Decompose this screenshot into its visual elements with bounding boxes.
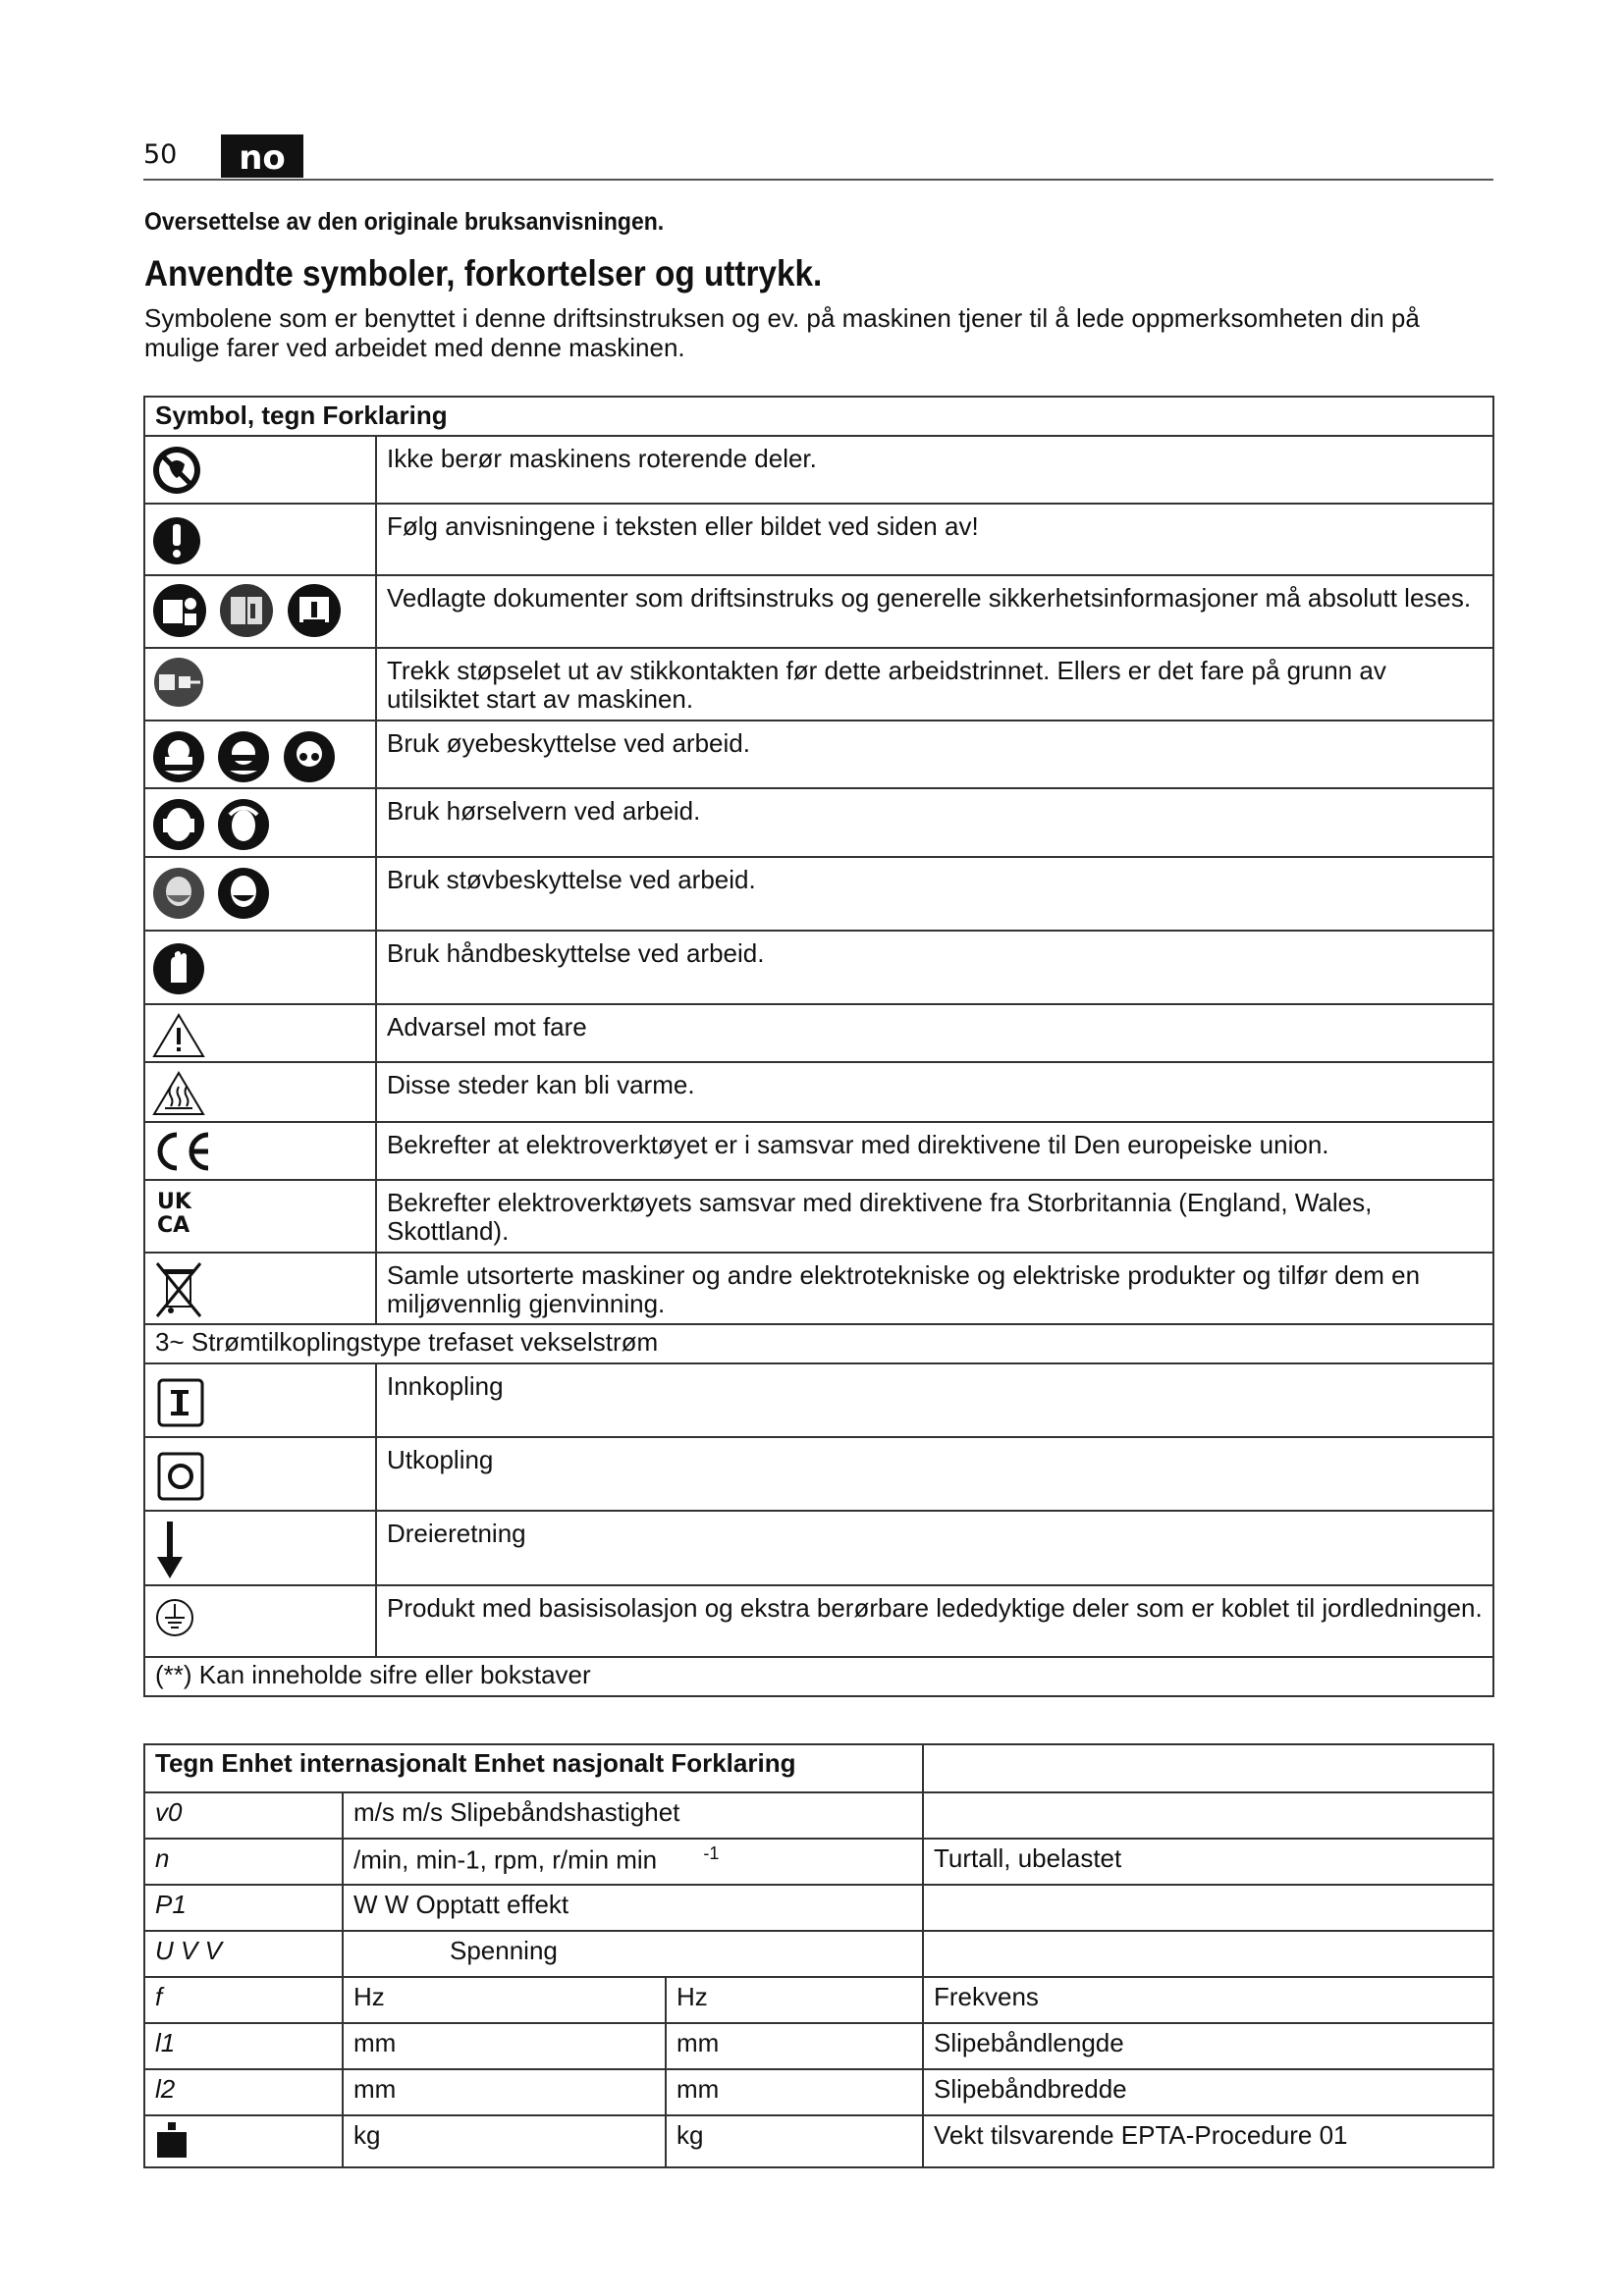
table-row (144, 1792, 1493, 1839)
table-row (144, 648, 1493, 721)
table-row (144, 788, 1493, 857)
phase-row-text: 3~ Strømtilkoplingstype trefaset vekselstrøm (144, 1324, 1493, 1363)
row-text: Bruk øyebeskyttelse ved arbeid. (376, 721, 1493, 788)
unit-symbol: P1 (144, 1885, 343, 1931)
row-text: Produkt med basisisolasjon og ekstra berørbare lededyktige deler som er koblet til jordledningen. (376, 1585, 1493, 1657)
row-text: Bruk støvbeskyttelse ved arbeid. (376, 857, 1493, 931)
info-book-icon (218, 582, 275, 639)
row-text: Ikke berør maskinens roterende deler. (376, 436, 1493, 504)
row-text: Vedlagte dokumenter som driftsinstruks og generelle sikkerhetsinformasjoner må absolutt leses. (376, 575, 1493, 648)
respirator-icon (216, 864, 271, 921)
unit-national: Hz (666, 1977, 923, 2023)
unit-intl: Hz (343, 1977, 666, 2023)
unit-symbol: l2 (144, 2069, 343, 2115)
row-text: Disse steder kan bli varme. (376, 1062, 1493, 1122)
table-row (144, 1839, 1493, 1885)
page-number: 50 (143, 139, 178, 170)
table-row (144, 721, 1493, 788)
row-text: Advarsel mot fare (376, 1004, 1493, 1062)
unit-desc: Slipebåndlengde (923, 2023, 1493, 2069)
table-row (144, 504, 1493, 575)
ukca-mark-icon (151, 1187, 196, 1236)
units-table (143, 1743, 1494, 2168)
unit-desc (923, 1792, 1493, 1839)
unit-symbol: l1 (144, 2023, 343, 2069)
dust-mask-icon (151, 864, 206, 921)
table-row (144, 931, 1493, 1004)
table-row (144, 1004, 1493, 1062)
ear-protection-icon (216, 795, 271, 852)
table-row (144, 1585, 1493, 1657)
symbols-table-header: Symbol, tegn Forklaring (144, 397, 1493, 436)
ear-muffs-icon (151, 795, 206, 852)
row-text: Utkopling (376, 1437, 1493, 1511)
empty-cell (923, 1744, 1493, 1792)
protective-earth-icon (151, 1592, 200, 1643)
warning-triangle-icon (151, 1011, 206, 1060)
table-row (144, 1885, 1493, 1931)
unit-desc (923, 1931, 1493, 1977)
table-row (144, 2069, 1493, 2115)
goggles-icon (282, 727, 337, 784)
footnote: (**) Kan inneholde sifre eller bokstaver (144, 1657, 1493, 1696)
row-text: Følg anvisningene i teksten eller bildet ved siden av! (376, 504, 1493, 575)
unit-intl: mm (343, 2023, 666, 2069)
translation-note: Oversettelse av den originale bruksanvisningen. (144, 208, 665, 236)
switch-off-icon (151, 1444, 208, 1503)
unit-desc (923, 1885, 1493, 1931)
unit-national: kg (666, 2115, 923, 2167)
rotation-direction-arrow-icon (151, 1518, 190, 1582)
switch-on-icon (151, 1370, 208, 1429)
unit-intl: mm (343, 2069, 666, 2115)
header-rule (143, 179, 1493, 181)
unit-symbol: U V V (144, 1931, 343, 1977)
table-row (144, 1122, 1493, 1180)
gloves-icon (151, 937, 206, 996)
table-row (144, 1511, 1493, 1585)
unit-desc: Frekvens (923, 1977, 1493, 2023)
weight-icon (155, 2120, 189, 2160)
safety-glasses-icon (151, 727, 206, 784)
unit-intl: m/s m/s Slipebåndshastighet (343, 1792, 923, 1839)
unit-symbol-cell (144, 2115, 343, 2167)
unit-national-superscript: -1 (703, 1843, 720, 1863)
unit-symbol: v0 (144, 1792, 343, 1839)
table-row (144, 857, 1493, 931)
unit-desc: Turtall, ubelastet (923, 1839, 1493, 1885)
intro-paragraph: Symbolene som er benyttet i denne driftsinstruksen og ev. på maskinen tjener til å lede oppmerksomheten din på mulige farer ved arbeidet med denne maskinen. (144, 303, 1420, 362)
row-text: Bruk hørselvern ved arbeid. (376, 788, 1493, 857)
do-not-touch-rotating-parts-icon (151, 443, 202, 498)
unit-national: mm (666, 2069, 923, 2115)
weee-bin-icon (151, 1259, 206, 1320)
table-row (144, 2023, 1493, 2069)
row-text: Bekrefter elektroverktøyets samsvar med direktivene fra Storbritannia (England, Wales, Skottland). (376, 1180, 1493, 1253)
svg-text:CA: CA (157, 1213, 190, 1236)
table-row (144, 1180, 1493, 1253)
table-row (144, 1437, 1493, 1511)
table-row (144, 1931, 1493, 1977)
table-row (144, 1253, 1493, 1324)
unit-symbol: f (144, 1977, 343, 2023)
unit-intl-text: /min, min-1, rpm, r/min min (353, 1844, 658, 1875)
unit-intl (343, 1839, 923, 1885)
row-text: Dreieretning (376, 1511, 1493, 1585)
mandatory-exclamation-icon (151, 510, 202, 567)
table-row (144, 1363, 1493, 1437)
row-text: Innkopling (376, 1363, 1493, 1437)
unit-desc: Slipebåndbredde (923, 2069, 1493, 2115)
unit-intl: W W Opptatt effekt (343, 1885, 923, 1931)
unit-intl: kg (343, 2115, 666, 2167)
table-row (144, 1062, 1493, 1122)
table-row (144, 1977, 1493, 2023)
unit-national: mm (666, 2023, 923, 2069)
unit-symbol: n (144, 1839, 343, 1885)
ce-mark-icon (151, 1129, 216, 1174)
hot-surface-icon (151, 1069, 206, 1118)
row-text: Samle utsorterte maskiner og andre elektrotekniske og elektriske produkter og tilfør dem en miljøvennlig gjenvinning. (376, 1253, 1493, 1324)
units-table-header: Tegn Enhet internasjonalt Enhet nasjonalt Forklaring (144, 1744, 923, 1792)
row-text: Bruk håndbeskyttelse ved arbeid. (376, 931, 1493, 1004)
section-title: Anvendte symboler, forkortelser og uttrykk. (144, 253, 823, 294)
language-badge: no (221, 134, 303, 178)
unplug-icon (151, 655, 206, 710)
row-text: Trekk støpselet ut av stikkontakten før dette arbeidstrinnet. Ellers er det fare på grunn av utilsiktet start av maskinen. (376, 648, 1493, 721)
face-shield-icon (216, 727, 271, 784)
read-instructions-icon (286, 582, 343, 639)
unit-intl: Spenning (343, 1931, 923, 1977)
svg-text:UK: UK (157, 1190, 191, 1214)
table-row (144, 575, 1493, 648)
table-row (144, 2115, 1493, 2167)
symbols-table (143, 396, 1494, 1697)
unit-desc: Vekt tilsvarende EPTA-Procedure 01 (923, 2115, 1493, 2167)
table-row (144, 436, 1493, 504)
read-manual-icon (151, 582, 208, 639)
row-text: Bekrefter at elektroverktøyet er i samsvar med direktivene til Den europeiske union. (376, 1122, 1493, 1180)
